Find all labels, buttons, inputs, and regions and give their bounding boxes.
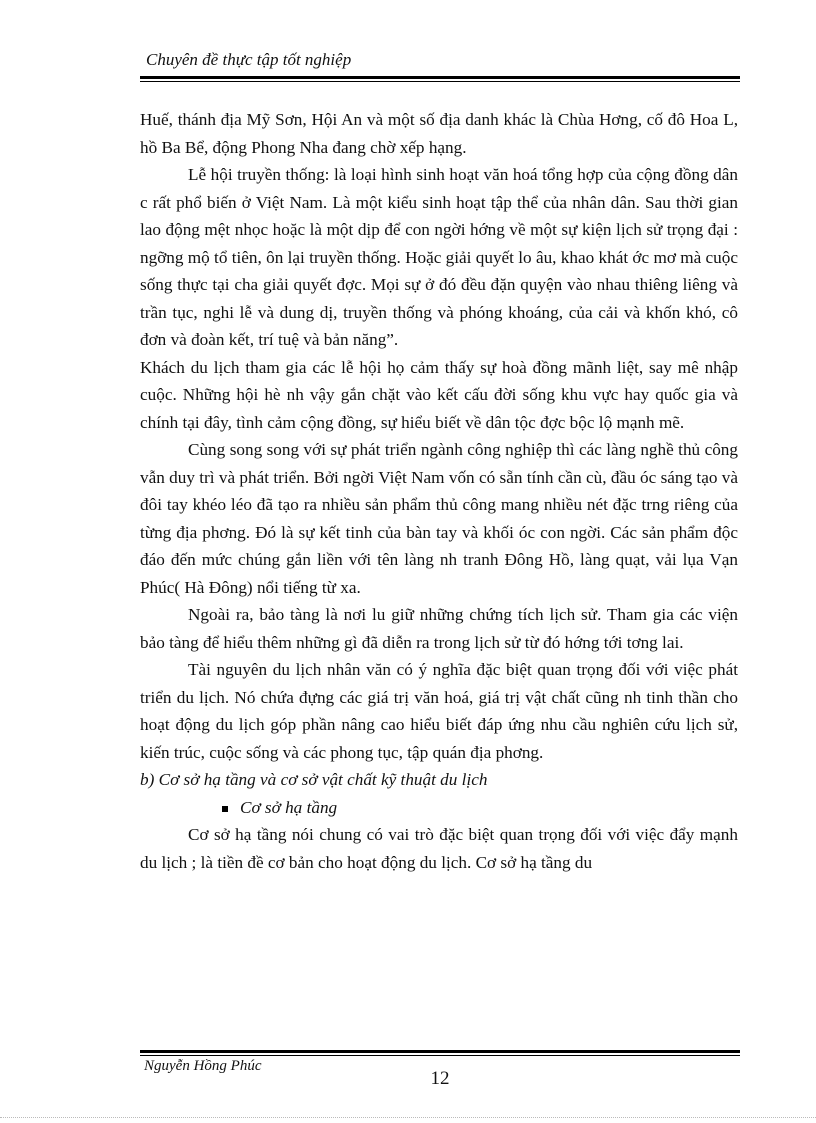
paragraph-infrastructure: Cơ sở hạ tầng nói chung có vai trò đặc biệt quan trọng đối với việc đẩy mạnh du lịch ; là tiền đề cơ bản cho hoạt động du lịch. Cơ sở hạ tầng du bbox=[140, 825, 738, 872]
footer-author: Nguyễn Hồng Phúc bbox=[144, 1058, 262, 1074]
paragraph-craft-villages: Cùng song song với sự phát triển ngành công nghiệp thì các làng nghề thủ công vẫn duy trì và phát triển. Bởi ngời Việt Nam vốn có sẵn tính cần cù, đầu óc sáng tạo và đôi tay khéo léo đã tạo ra nhiều sản phẩm thủ công mang nhiều nét đặc trng riêng của từng địa phơng. Đó là sự kết tinh của bàn tay và khối óc con ngời. Các sản phẩm độc đáo đến mức chúng gắn liền với tên làng nh tranh Đông Hồ, làng quạt, vải lụa Vạn Phúc( Hà Đông) nổi tiếng từ xa. bbox=[140, 440, 738, 597]
paragraph-festivals: Lễ hội truyền thống: là loại hình sinh hoạt văn hoá tổng hợp của cộng đồng dân c rất phổ biến ở Việt Nam. Là một kiểu sinh hoạt tập thể của nhân dân. Sau thời gian lao động mệt nhọc hoặc là một dịp để con ngời hớng về một sự kiện lịch sử trọng đại : ngỡng mộ tổ tiên, ôn lại truyền thống. Hoặc giải quyết lo âu, khao khát ớc mơ mà cuộc sống thực tại cha giải quyết đợc. Mọi sự ở đó đều đặn quyện vào nhau thiêng liêng và trần tục, nghi lễ và dung dị, truyền thống và phóng khoáng, của cải và khốn khó, cô đơn và đoàn kết, trí tuệ và bản năng”. bbox=[140, 165, 738, 349]
header-rule bbox=[140, 76, 740, 79]
header-title: Chuyên đề thực tập tốt nghiệp bbox=[146, 50, 352, 69]
square-bullet-icon bbox=[222, 806, 228, 812]
paragraph-cultural-resources: Tài nguyên du lịch nhân văn có ý nghĩa đặc biệt quan trọng đối với việc phát triển du lịch. Nó chứa đựng các giá trị văn hoá, giá trị vật chất cũng nh tinh thần cho hoạt động du lịch góp phần nâng cao hiểu biết đáp ứng nhu cầu nghiên cứu lịch sử, kiến trúc, cuộc sống và các phong tục, tập quán địa phơng. bbox=[140, 660, 738, 762]
page-number: 12 bbox=[430, 1068, 450, 1089]
document-body bbox=[140, 106, 738, 876]
section-heading: b) Cơ sở hạ tầng và cơ sở vật chất kỹ thuật du lịch bbox=[140, 770, 488, 789]
page-header bbox=[140, 50, 740, 70]
bullet-heading: Cơ sở hạ tầng bbox=[240, 797, 338, 817]
paragraph-museums: Ngoài ra, bảo tàng là nơi lu giữ những chứng tích lịch sử. Tham gia các viện bảo tàng để hiểu thêm những gì đã diễn ra trong lịch sử từ đó hớng tới tơng lai. bbox=[140, 605, 738, 652]
footer-rule bbox=[140, 1050, 740, 1053]
paragraph-continuation: Huế, thánh địa Mỹ Sơn, Hội An và một số địa danh khác là Chùa Hơng, cố đô Hoa L, hồ Ba Bể, động Phong Nha đang chờ xếp hạng. bbox=[140, 110, 738, 157]
bullet-heading-row bbox=[140, 794, 738, 822]
header-rule-thin bbox=[140, 81, 740, 82]
page-bottom-edge bbox=[0, 1117, 816, 1118]
paragraph-tourists: Khách du lịch tham gia các lễ hội họ cảm thấy sự hoà đồng mãnh liệt, say mê nhập cuộc. Những hội hè nh vậy gắn chặt vào kết cấu đời sống khu vực hay quốc gia và chính tại đây, tình cảm cộng đồng, sự hiểu biết về dân tộc đợc bộc lộ mạnh mẽ. bbox=[140, 357, 738, 432]
footer-rule-thin bbox=[140, 1055, 740, 1056]
